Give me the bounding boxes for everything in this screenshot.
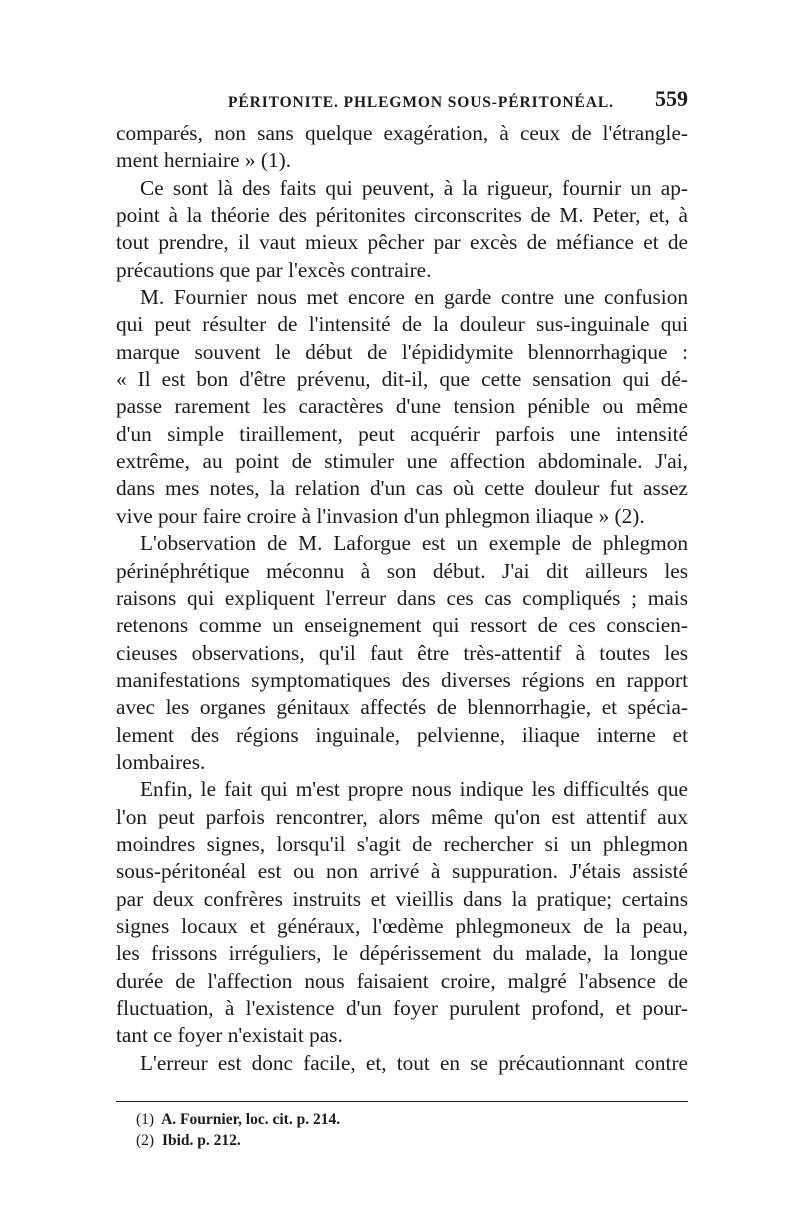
text-line: marque souvent le début de l'épididymite blennorrhagique : <box>116 339 688 364</box>
text-line: avec les organes génitaux affectés de blennorrhagie, et spécia- <box>116 695 688 720</box>
footnote-item <box>136 1130 656 1151</box>
text-line: L'observation de M. Laforgue est un exemple de phlegmon <box>140 531 688 556</box>
text-line: Ce sont là des faits qui peuvent, à la rigueur, fournir un ap- <box>140 175 688 200</box>
text-line: sous-péritonéal est ou non arrivé à suppuration. J'étais assisté <box>116 859 688 884</box>
text-line: durée de l'affection nous faisaient croire, malgré l'absence de <box>116 968 688 993</box>
footnote-number: (2) <box>136 1132 155 1149</box>
footnotes <box>136 1109 656 1151</box>
text-line: « Il est bon d'être prévenu, dit-il, que cette sensation qui dé- <box>116 367 688 392</box>
text-line: précautions que par l'excès contraire. <box>116 257 432 282</box>
text-line: signes locaux et généraux, l'œdème phlegmoneux de la peau, <box>116 913 688 938</box>
text-line: l'on peut parfois rencontrer, alors même qu'on est attentif aux <box>116 804 688 829</box>
text-line: cieuses observations, qu'il faut être très-attentif à toutes les <box>116 640 688 665</box>
text-line: lement des régions inguinale, pelvienne, iliaque interne et <box>116 722 688 747</box>
text-line: tant ce foyer n'existait pas. <box>116 1023 343 1048</box>
text-line: manifestations symptomatiques des diverses régions en rapport <box>116 667 688 692</box>
text-line: L'erreur est donc facile, et, tout en se précautionnant contre <box>140 1050 688 1075</box>
text-line: d'un simple tiraillement, peut acquérir parfois une intensité <box>116 421 688 446</box>
footnote-text: Ibid. p. 212. <box>161 1132 241 1149</box>
text-line: ment herniaire » (1). <box>116 148 292 173</box>
text-line: passe rarement les caractères d'une tension pénible ou même <box>116 394 688 419</box>
running-head <box>116 86 688 120</box>
text-line: fluctuation, à l'existence d'un foyer purulent profond, et pour- <box>116 996 688 1020</box>
page-number: 559 <box>655 86 688 111</box>
footnote-text: A. Fournier, loc. cit. p. 214. <box>161 1111 341 1128</box>
text-line: moindres signes, lorsqu'il s'agit de rechercher si un phlegmon <box>116 831 688 856</box>
text-line: les frissons irréguliers, le dépérissement du malade, la longue <box>116 941 688 966</box>
text-line: lombaires. <box>116 749 206 774</box>
text-line: Enfin, le fait qui m'est propre nous indique les difficultés que <box>140 777 688 802</box>
text-line: par deux confrères instruits et vieillis dans la pratique; certains <box>116 886 688 911</box>
text-line: retenons comme un enseignement qui ressort de ces conscien- <box>116 613 688 638</box>
text-line: M. Fournier nous met encore en garde contre une confusion <box>140 285 688 310</box>
text-line: raisons qui expliquent l'erreur dans ces cas compliqués ; mais <box>116 585 688 610</box>
text-line: périnéphrétique méconnu à son début. J'ai dit ailleurs les <box>116 558 688 583</box>
footnote-separator <box>116 1101 688 1102</box>
running-title: PÉRITONITE. PHLEGMON SOUS-PÉRITONÉAL. <box>228 94 614 111</box>
footnote-number: (1) <box>136 1111 155 1128</box>
text-line: comparés, non sans quelque exagération, à ceux de l'étrangle- <box>116 121 688 145</box>
text-line: qui peut résulter de l'intensité de la douleur sus-inguinale qui <box>116 312 688 337</box>
text-line: tout prendre, il vaut mieux pêcher par excès de méfiance et de <box>116 230 688 255</box>
footnote-item <box>136 1109 656 1130</box>
text-line: vive pour faire croire à l'invasion d'un phlegmon iliaque » (2). <box>116 503 645 528</box>
body-text <box>116 120 688 1077</box>
text-line: point à la théorie des péritonites circonscrites de M. Peter, et, à <box>116 203 688 228</box>
text-line: extrême, au point de stimuler une affection abdominale. J'ai, <box>116 449 688 474</box>
text-line: dans mes notes, la relation d'un cas où cette douleur fut assez <box>116 476 688 501</box>
